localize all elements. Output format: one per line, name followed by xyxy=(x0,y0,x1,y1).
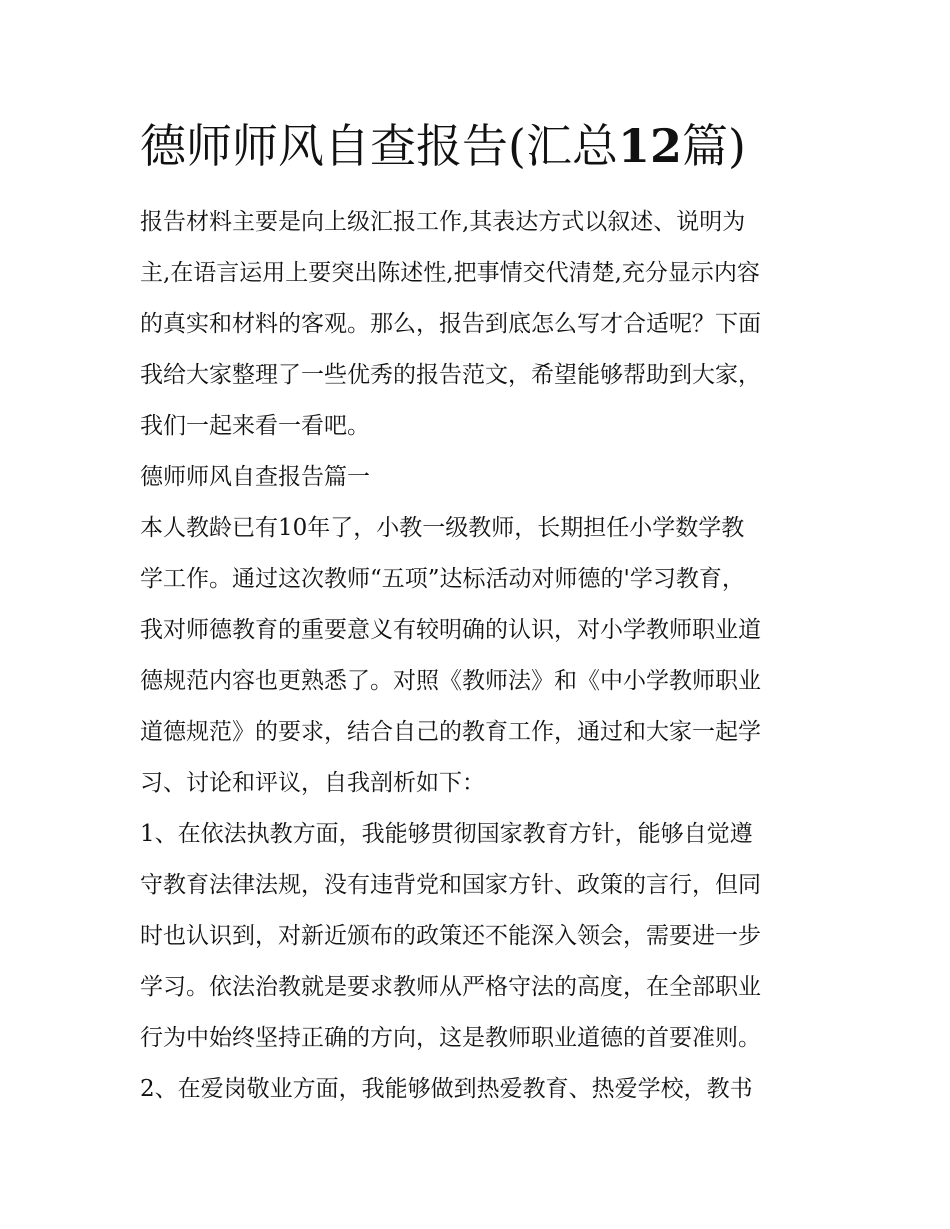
page-title xyxy=(140,112,840,180)
intro-line-3: 的真实和材料的客观。那么，报告到底怎么写才合适呢？下面 xyxy=(140,311,761,337)
title-suffix: 篇) xyxy=(681,119,746,173)
body-line: 学工作。通过这次教师“五项”达标活动对师德的'学习教育， xyxy=(140,566,745,592)
body-line: 本人教龄已有10年了，小教一级教师，长期担任小学数学教 xyxy=(140,515,745,541)
body-line: 道德规范》的要求，结合自己的教育工作，通过和大家一起学 xyxy=(140,719,761,745)
body-line: 1、在依法执教方面，我能够贯彻国家教育方针，能够自觉遵 xyxy=(140,821,753,847)
section-heading: 德师师风自查报告篇一 xyxy=(140,464,370,490)
body-line: 守教育法律法规，没有违背党和国家方针、政策的言行，但同 xyxy=(140,872,761,898)
title-number: 12 xyxy=(617,119,682,173)
body-line: 习、讨论和评议，自我剖析如下： xyxy=(140,770,485,796)
body-line: 学习。依法治教就是要求教师从严格守法的高度，在全部职业 xyxy=(140,974,761,1000)
intro-line-4: 我给大家整理了一些优秀的报告范文，希望能够帮助到大家， xyxy=(140,362,761,388)
body-line: 时也认识到，对新近颁布的政策还不能深入领会，需要进一步 xyxy=(140,923,761,949)
intro-line-1: 报告材料主要是向上级汇报工作,其表达方式以叙述、说明为 xyxy=(140,209,746,235)
body-line: 2、在爱岗敬业方面，我能够做到热爱教育、热爱学校，教书 xyxy=(140,1076,753,1102)
body-line: 行为中始终坚持正确的方向，这是教师职业道德的首要准则。 xyxy=(140,1025,761,1051)
intro-line-5: 我们一起来看一看吧。 xyxy=(140,413,370,439)
body-line: 我对师德教育的重要意义有较明确的认识，对小学教师职业道 xyxy=(140,617,761,643)
title-prefix: 德师师风自查报告(汇总 xyxy=(140,119,618,173)
body-line: 德规范内容也更熟悉了。对照《教师法》和《中小学教师职业 xyxy=(140,668,761,694)
intro-line-2: 主,在语言运用上要突出陈述性,把事情交代清楚,充分显示内容 xyxy=(140,260,760,286)
